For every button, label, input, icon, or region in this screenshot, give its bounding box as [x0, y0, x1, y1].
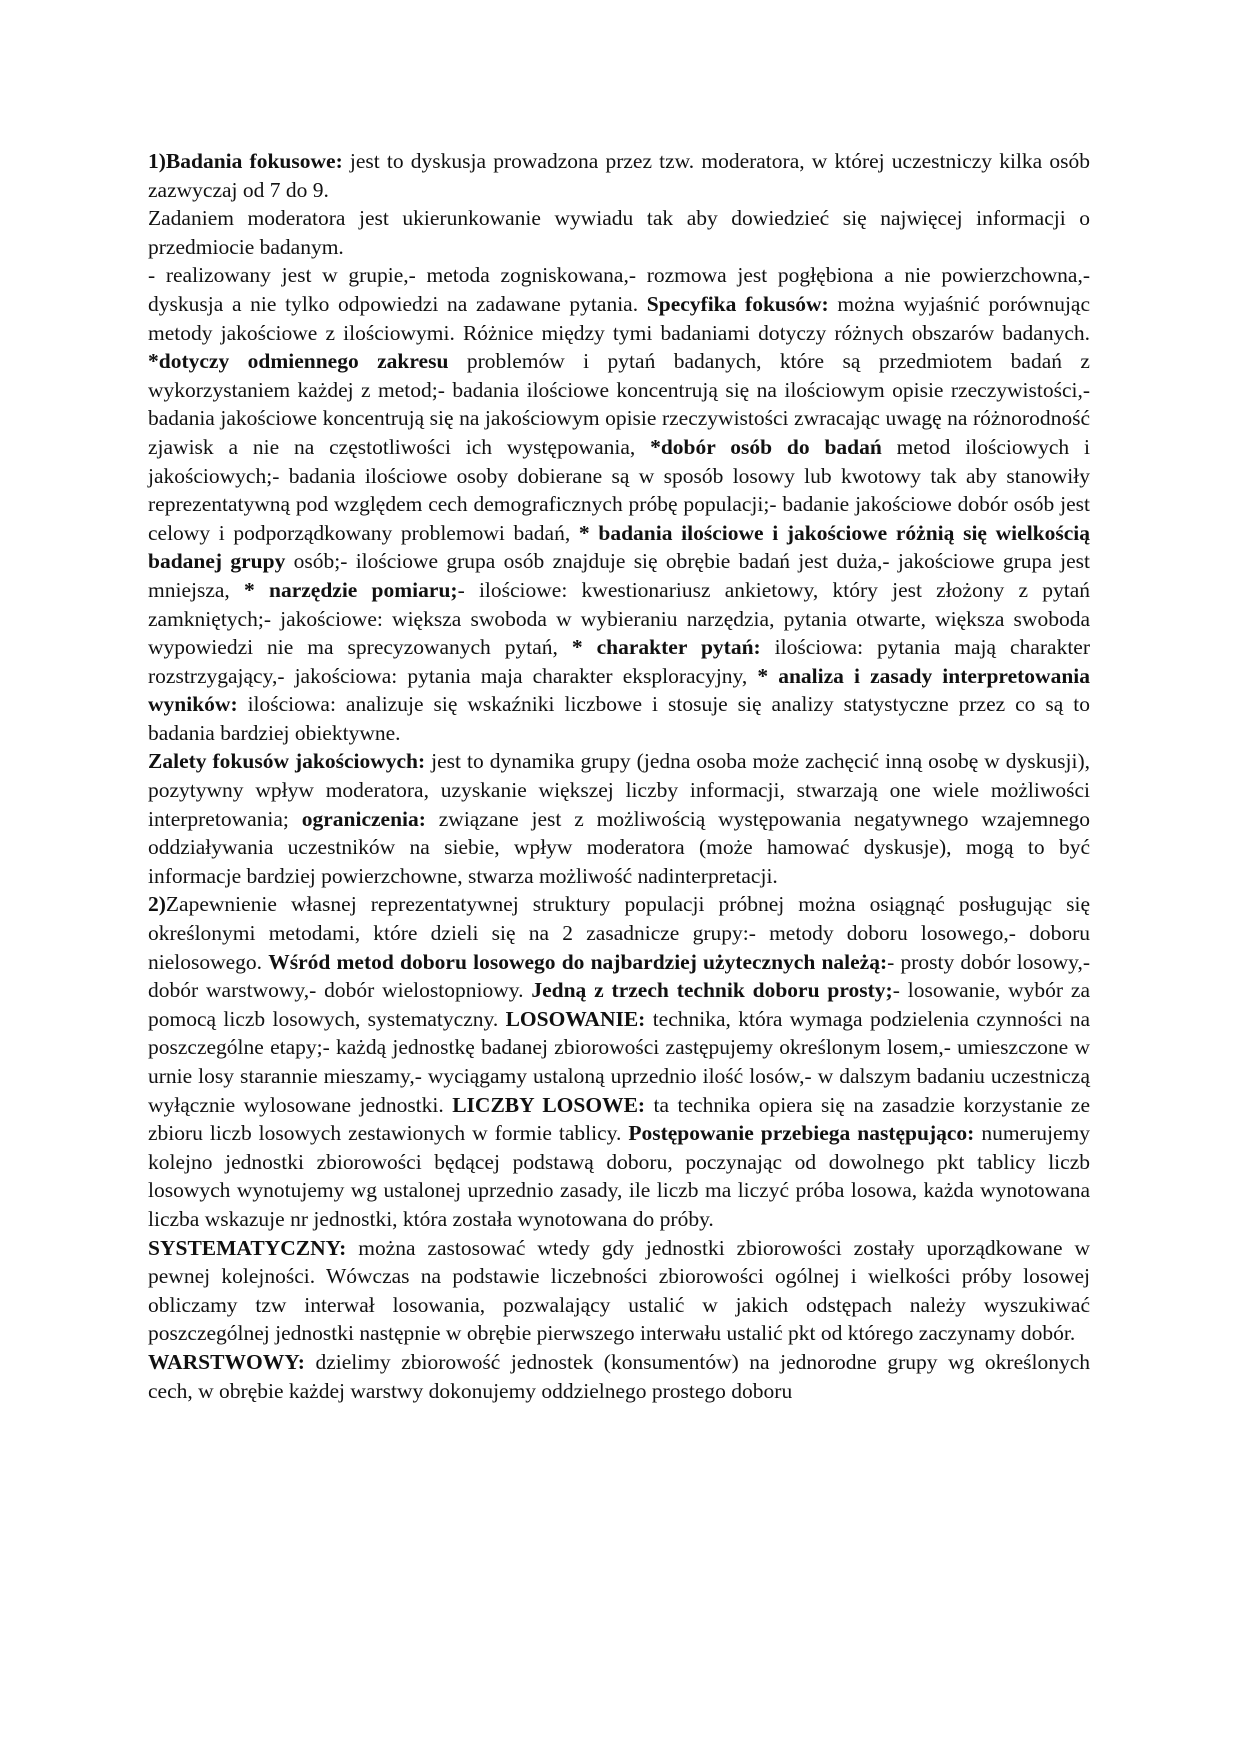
text-run: można zastosować wtedy gdy jednostki zbiorowości zostały uporządkowane w pewnej kolejności. Wówczas na podstawie liczebności zbiorowości ogólnej i wielkości próby losowej obliczamy tzw interwał losowania, pozwalający ustalić w jakich odstępach należy wyszukiwać poszczególnej jednostki następnie w obrębie pierwszego interwału ustalić pkt od którego zaczynamy dobór. — [148, 1235, 1090, 1346]
bold-text-run: LOSOWANIE: — [505, 1006, 646, 1031]
text-run: Zapewnienie własnej reprezentatywnej struktury populacji próbnej można osiągnąć posługując się określonymi metodami, które dzieli się na 2 zasadnicze grupy:- metody doboru losowego,- doboru nielosowego. — [148, 892, 1090, 974]
bold-text-run: * narzędzie pomiaru; — [244, 577, 458, 602]
paragraph — [148, 747, 1090, 890]
bold-text-run: Wśród metod doboru losowego do najbardziej użytecznych należą: — [268, 949, 888, 974]
text-run: związane jest z możliwością występowania negatywnego wzajemnego oddziaływania uczestników na siebie, wpływ moderatora (może hamować dyskusje), mogą to być informacje bardziej powierzchowne, stwarza możliwość nadinterpretacji. — [148, 806, 1091, 888]
paragraph — [148, 1348, 1090, 1405]
text-run: - ilościowe: kwestionariusz ankietowy, który jest złożony z pytań zamkniętych;- jakościowe: większa swoboda w wybieraniu narzędzia, pytania otwarte, większa swoboda wypowiedzi nie ma sprecyzowanych pytań, — [148, 577, 1090, 660]
bold-text-run: ograniczenia: — [301, 806, 426, 831]
text-run: problemów i pytań badanych, które są przedmiotem badań z wykorzystaniem każdej z metod;- badania ilościowe koncentrują się na ilościowym opisie rzeczywistości,- badania jakościowe koncentrują się na jakościowym opisie rzeczywistości zwracając uwagę na różnorodność zjawisk a nie na częstotliwości ich występowania, — [148, 349, 1090, 459]
bold-text-run: SYSTEMATYCZNY: — [148, 1235, 347, 1260]
text-run: ilościowa: analizuje się wskaźniki liczbowe i stosuje się analizy statystyczne przez co są to badania bardziej obiektywne. — [148, 692, 1090, 745]
bold-text-run: Zalety fokusów jakościowych: — [148, 749, 426, 774]
text-run: jest to dyskusja prowadzona przez tzw. moderatora, w której uczestniczy kilka osób zazwyczaj od 7 do 9. — [148, 149, 1090, 202]
bold-text-run: WARSTWOWY: — [148, 1349, 305, 1374]
paragraph — [148, 261, 1090, 747]
paragraph — [148, 147, 1090, 204]
bold-text-run: *dotyczy odmiennego zakresu — [148, 349, 449, 374]
text-run: ta technika opiera się na zasadzie korzystanie ze zbioru liczb losowych zestawionych w formie tablicy. — [148, 1092, 1091, 1146]
bold-text-run: *dobór osób do badań — [650, 434, 882, 459]
document-body — [148, 147, 1090, 1405]
text-run: technika, która wymaga podzielenia czynności na poszczególne etapy;- każdą jednostkę badanej zbiorowości zastępujemy określonym losem,- umieszczone w urnie losy starannie mieszamy,- wyciągamy ustaloną uprzednio ilość losów,- w dalszym badaniu uczestniczą wyłącznie wylosowane jednostki. — [148, 1006, 1090, 1117]
text-run: Zadaniem moderatora jest ukierunkowanie wywiadu tak aby dowiedzieć się najwięcej informacji o przedmiocie badanym. — [148, 206, 1090, 259]
bold-text-run: * badania ilościowe i jakościowe różnią się wielkością badanej grupy — [148, 520, 1091, 574]
text-run: dzielimy zbiorowość jednostek (konsumentów) na jednorodne grupy wg określonych cech, w obrębie każdej warstwy dokonujemy oddzielnego prostego doboru — [148, 1349, 1090, 1403]
paragraph — [148, 1234, 1090, 1348]
text-run: - prosty dobór losowy,- dobór warstwowy,- dobór wielostopniowy. — [148, 949, 1090, 1003]
paragraph — [148, 890, 1090, 1233]
text-run: ilościowa: pytania mają charakter rozstrzygający,- jakościowa: pytania maja charakter eksploracyjny, — [148, 635, 1091, 688]
text-run: metod ilościowych i jakościowych;- badania ilościowe osoby dobierane są w sposób losowy lub kwotowy tak aby stanowiły reprezentatywną pod względem cech demograficznych próbę populacji;- badanie jakościowe dobór osób jest celowy i podporządkowany problemowi badań, — [148, 434, 1090, 545]
text-run: osób;- ilościowe grupa osób znajduje się obrębie badań jest duża,- jakościowe grupa jest mniejsza, — [148, 549, 1090, 602]
text-run: - realizowany jest w grupie,- metoda zogniskowana,- rozmowa jest pogłębiona a nie powierzchowna,- dyskusja a nie tylko odpowiedzi na zadawane pytania. — [148, 263, 1090, 316]
bold-text-run: Jedną z trzech technik doboru prosty; — [531, 978, 893, 1003]
bold-text-run: * analiza i zasady interpretowania wyników: — [148, 663, 1090, 717]
bold-text-run: Specyfika fokusów: — [646, 291, 829, 316]
paragraph — [148, 204, 1090, 261]
bold-text-run: * charakter pytań: — [571, 635, 761, 660]
text-run: można wyjaśnić porównując metody jakościowe z ilościowymi. Różnice między tymi badaniami dotyczy różnych obszarów badanych. — [148, 291, 1091, 345]
bold-text-run: 1)Badania fokusowe: — [148, 149, 343, 173]
text-run: - losowanie, wybór za pomocą liczb losowych, systematyczny. — [148, 978, 1091, 1031]
text-run: jest to dynamika grupy (jedna osoba może zachęcić inną osobę w dyskusji), pozytywny wpływ moderatora, uzyskanie większej liczby informacji, stwarzają one wiele możliwości interpretowania; — [148, 749, 1091, 831]
text-run: numerujemy kolejno jednostki zbiorowości będącej podstawą doboru, poczynając od dowolnego pkt tablicy liczb losowych wynotujemy wg ustalonej uprzednio zasady, ile liczb ma liczyć próba losowa, każda wynotowana liczba wskazuje nr jednostki, która została wynotowana do próby. — [148, 1121, 1090, 1231]
bold-text-run: 2) — [148, 892, 166, 917]
bold-text-run: LICZBY LOSOWE: — [452, 1092, 646, 1117]
bold-text-run: Postępowanie przebiega następująco: — [628, 1121, 975, 1146]
